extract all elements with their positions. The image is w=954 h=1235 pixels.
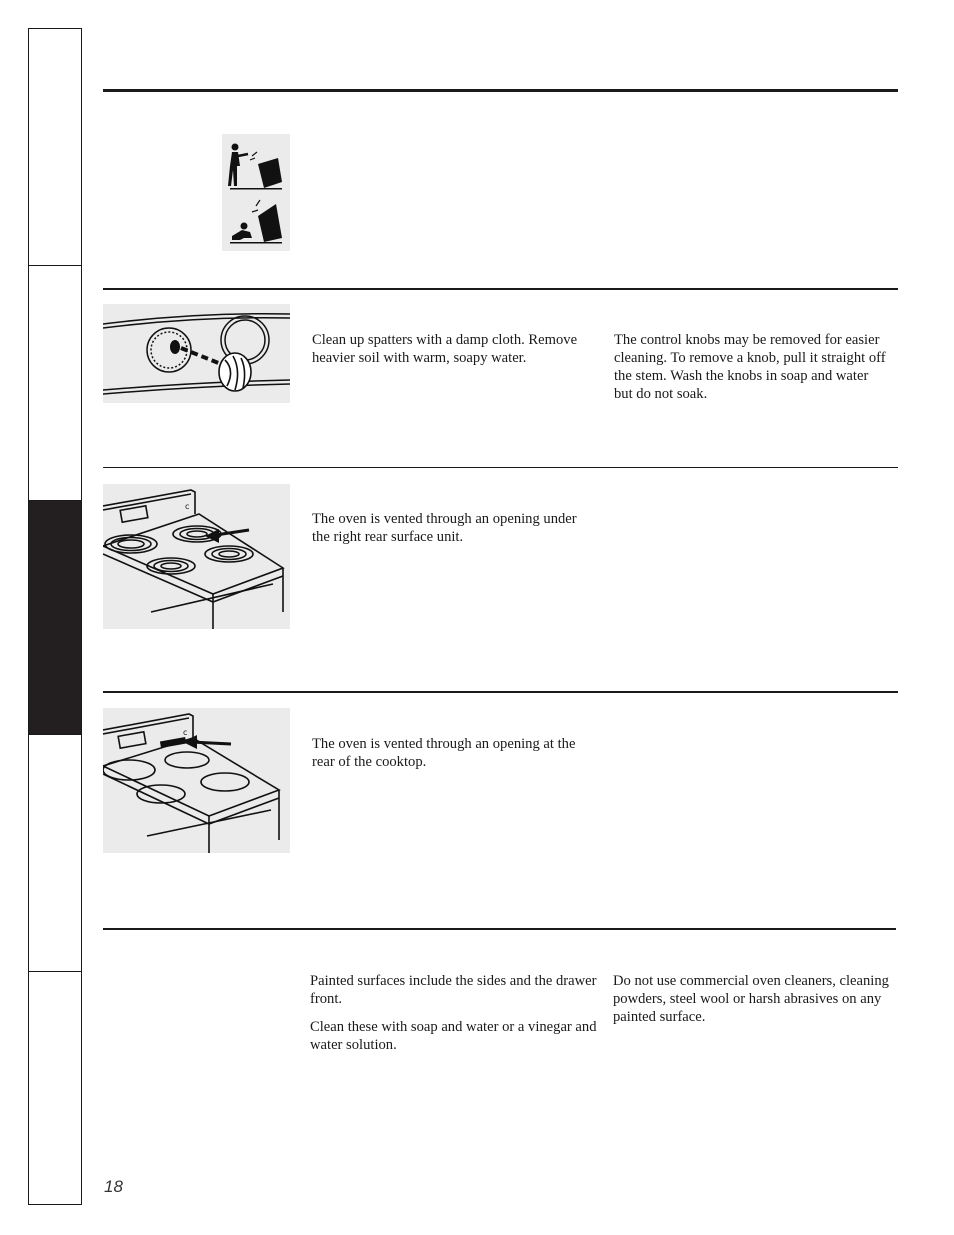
page-number: 18 [104,1177,123,1196]
oven-vent-rear-cooktop-icon [103,708,290,853]
section-rule-vent-b [103,691,898,693]
painted-surfaces-text-right: Do not use commercial oven cleaners, cleaning powders, steel wool or harsh abrasives on any painted surface. [613,973,889,1025]
oven-vent-b-text: The oven is vented through an opening at the rear of the cooktop. [312,736,576,770]
svg-text:c: c [183,728,188,737]
section-rule-painted [103,928,896,930]
section-tabs [28,28,82,1205]
section-tab-2 [29,266,81,501]
painted-surfaces-text-left [310,972,598,1064]
section-tab-1 [29,29,81,266]
section-tab-4 [29,735,81,972]
painted-surfaces-paragraph-1: Painted surfaces include the sides and the drawer front. [310,973,597,1007]
section-rule-vent-a [103,467,898,468]
oven-vent-a-text: The oven is vented through an opening under the right rear surface unit. [312,511,577,545]
anti-tip-warning-icon [222,134,290,251]
top-rule [103,89,898,92]
control-panel-text-right: The control knobs may be removed for easier cleaning. To remove a knob, pull it straight off the stem. Wash the knobs in soap and water but do not soak. [614,332,886,402]
control-panel-text-left: Clean up spatters with a damp cloth. Remove heavier soil with warm, soapy water. [312,332,578,366]
section-tab-5 [29,972,81,1206]
section-rule-control-panel [103,288,898,290]
section-tab-active [29,501,81,735]
oven-vent-under-surface-unit-icon [103,484,290,629]
painted-surfaces-paragraph-2: Clean these with soap and water or a vinegar and water solution. [310,1019,597,1053]
svg-text:c: c [185,502,190,511]
control-knob-removal-icon [103,304,290,403]
